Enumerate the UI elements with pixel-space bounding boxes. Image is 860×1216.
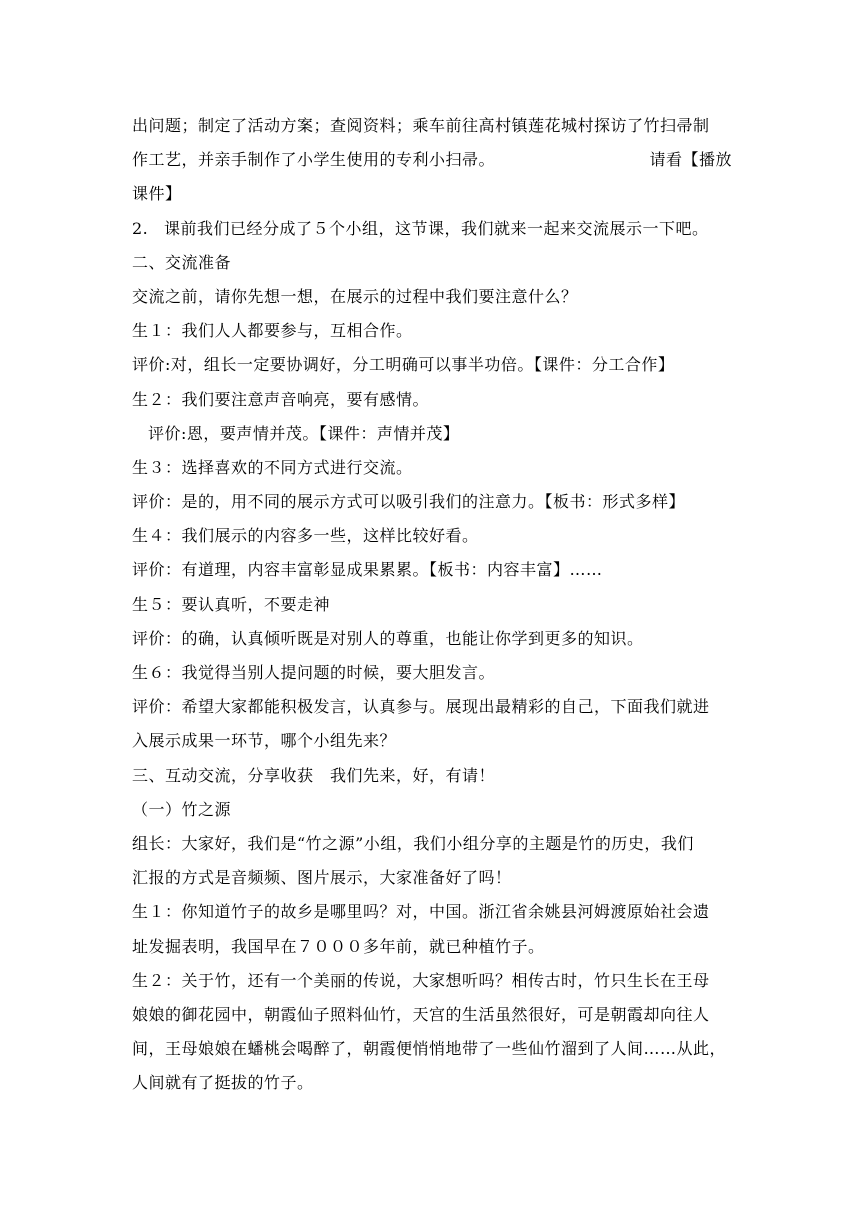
line-text: 课前我们已经分成了５个小组，这节课，我们就来一起来交流展示一下吧。 [164, 218, 709, 238]
subsection-heading: （一）竹之源 [132, 799, 232, 819]
paragraph-line: 评价：有道理，内容丰富彰显成果累累。【板书：内容丰富】…… [132, 560, 603, 580]
paragraph-line: 生４：我们展示的内容多一些，这样比较好看。 [132, 526, 479, 546]
paragraph-line: 生２：我们要注意声音响亮，要有感情。 [132, 389, 430, 409]
list-number: 2. [132, 218, 149, 238]
paragraph-line: 生５：要认真听，不要走神 [132, 594, 331, 614]
paragraph-line: 评价:对，组长一定要协调好，分工明确可以事半功倍。【课件：分工合作】 [132, 355, 675, 375]
paragraph-line [132, 212, 732, 246]
paragraph-line: 课件】 [132, 184, 182, 204]
line-text: 作工艺，并亲手制作了小学生使用的专利小扫帚。 [132, 150, 496, 170]
paragraph-line: 入展示成果一环节，哪个小组先来？ [132, 731, 397, 751]
section-heading: 二、交流准备 [132, 252, 232, 272]
paragraph-line: 交流之前，请你先想一想，在展示的过程中我们要注意什么？ [132, 286, 578, 306]
paragraph-line: 娘娘的御花园中，朝霞仙子照料仙竹，天宫的生活虽然很好，可是朝霞却向往人 [132, 1004, 710, 1024]
paragraph-line: 组长：大家好，我们是“竹之源”小组，我们小组分享的主题是竹的历史，我们 [132, 833, 694, 853]
paragraph-line: 人间就有了挺拔的竹子。 [132, 1073, 314, 1093]
paragraph-line: 生１：你知道竹子的故乡是哪里吗？对，中国。浙江省余姚县河姆渡原始社会遗 [132, 902, 710, 922]
paragraph-line: 评价:恩，要声情并茂。【课件：声情并茂】 [148, 423, 460, 443]
paragraph-line: 出问题；制定了活动方案；查阅资料；乘车前往高村镇莲花城村探访了竹扫帚制 [132, 116, 710, 135]
section-heading: 三、互动交流，分享收获 我们先来，好，有请！ [132, 765, 496, 785]
paragraph-line: 评价：希望大家都能积极发言，认真参与。展现出最精彩的自己，下面我们就进 [132, 697, 710, 717]
paragraph-line: 汇报的方式是音频频、图片展示，大家准备好了吗！ [132, 868, 512, 888]
paragraph-line: 评价：的确，认真倾听既是对别人的尊重，也能让你学到更多的知识。 [132, 628, 644, 648]
paragraph-line: 生６：我觉得当别人提问题的时候，要大胆发言。 [132, 663, 496, 682]
line-text: 请看【播放 [649, 150, 732, 170]
document-body [132, 109, 732, 1100]
paragraph-line: 生２：关于竹，还有一个美丽的传说，大家想听吗？相传古时，竹只生长在王母 [132, 970, 710, 990]
paragraph-line: 评价：是的，用不同的展示方式可以吸引我们的注意力。【板书：形式多样】 [132, 492, 686, 512]
paragraph-line: 址发掘表明，我国早在７０００多年前，就已种植竹子。 [132, 936, 545, 956]
paragraph-line: 生３：选择喜欢的不同方式进行交流。 [132, 457, 413, 477]
paragraph-line [132, 143, 732, 177]
paragraph-line: 间，王母娘娘在蟠桃会喝醉了，朝霞便悄悄地带了一些仙竹溜到了人间……从此， [132, 1039, 727, 1059]
paragraph-line: 生１：我们人人都要参与，互相合作。 [132, 321, 413, 341]
